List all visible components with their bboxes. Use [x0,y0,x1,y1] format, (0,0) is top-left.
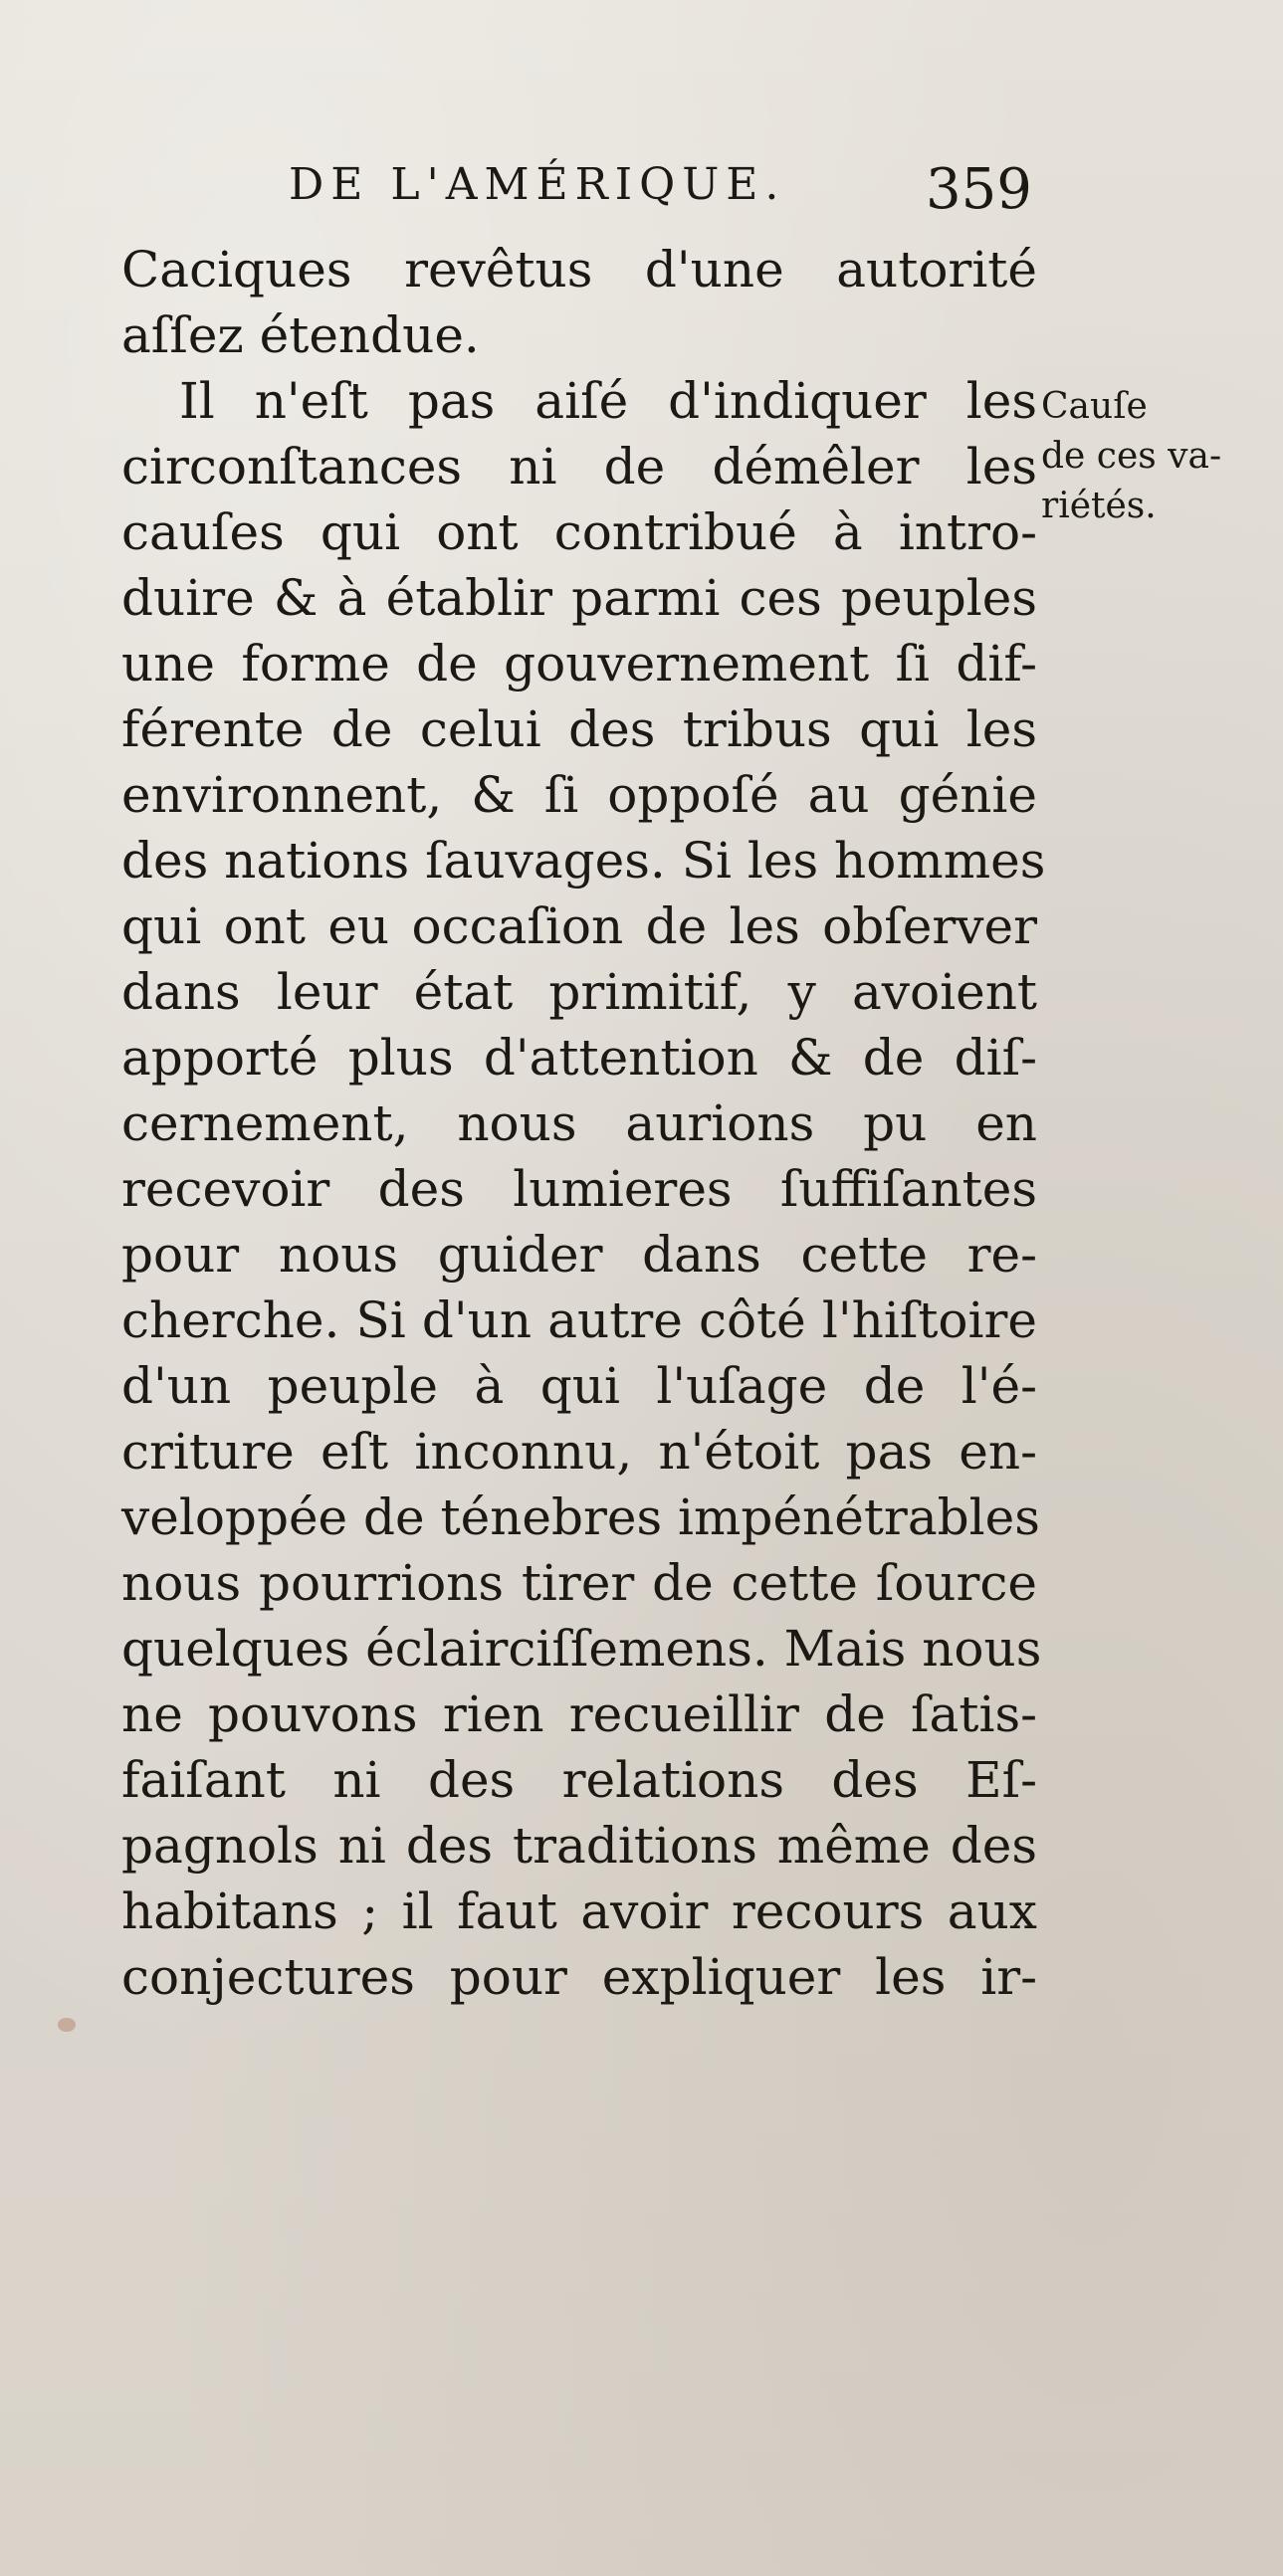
text-line: veloppée de ténebres impénétrables [121,1488,1040,1546]
text-line: ne pouvons rien recueillir de ſatis- [121,1685,1037,1743]
text-line: habitans ; il faut avoir recours aux [121,1882,1037,1940]
body-text [121,237,1046,2010]
text-line: recevoir des lumieres ſuffiſantes [121,1160,1037,1218]
ink-blot [58,2018,76,2032]
text-line: pagnols ni des traditions même des [121,1817,1037,1875]
running-head: DE L'AMÉRIQUE. [289,159,786,210]
text-line: conjectures pour expliquer les ir- [121,1948,1037,2006]
text-line: d'un peuple à qui l'uſage de l'é- [121,1357,1037,1415]
text-line: environnent, & ſi oppoſé au génie [121,766,1037,824]
margin-note [1041,382,1260,531]
text-line: circonſtances ni de démêler les [121,438,1037,495]
text-line: quelques éclairciſſemens. Mais nous [121,1620,1042,1678]
text-line: nous pourrions tirer de cette ſource [121,1554,1037,1612]
text-line: une forme de gouvernement ſi dif- [121,635,1037,693]
margin-note-line: de ces va- [1041,436,1222,477]
text-line: Caciques revêtus d'une autorité [121,241,1037,298]
text-line: dans leur état primitif, y avoient [121,963,1037,1021]
text-line: aſſez étendue. [121,306,480,364]
text-line: pour nous guider dans cette re- [121,1226,1037,1284]
text-line: criture eſt inconnu, n'étoit pas en- [121,1423,1037,1481]
text-line: faiſant ni des relations des Eſ- [121,1751,1037,1809]
margin-note-line: riétés. [1041,486,1157,526]
text-line: Il n'eſt pas aiſé d'indiquer les [179,372,1037,430]
page-number: 359 [926,157,1032,222]
text-line: des nations ſauvages. Si les hommes [121,832,1046,890]
text-line: férente de celui des tribus qui les [121,700,1037,758]
text-line: cernement, nous aurions pu en [121,1094,1037,1152]
margin-note-line: Cauſe [1041,386,1148,427]
text-line: cauſes qui ont contribué à intro- [121,503,1037,561]
text-line: apporté plus d'attention & de diſ- [121,1029,1037,1087]
text-line: cherche. Si d'un autre côté l'hiſtoire [121,1291,1037,1349]
text-line: duire & à établir parmi ces peuples [121,569,1037,627]
text-line: qui ont eu occaſion de les obſerver [121,897,1037,955]
